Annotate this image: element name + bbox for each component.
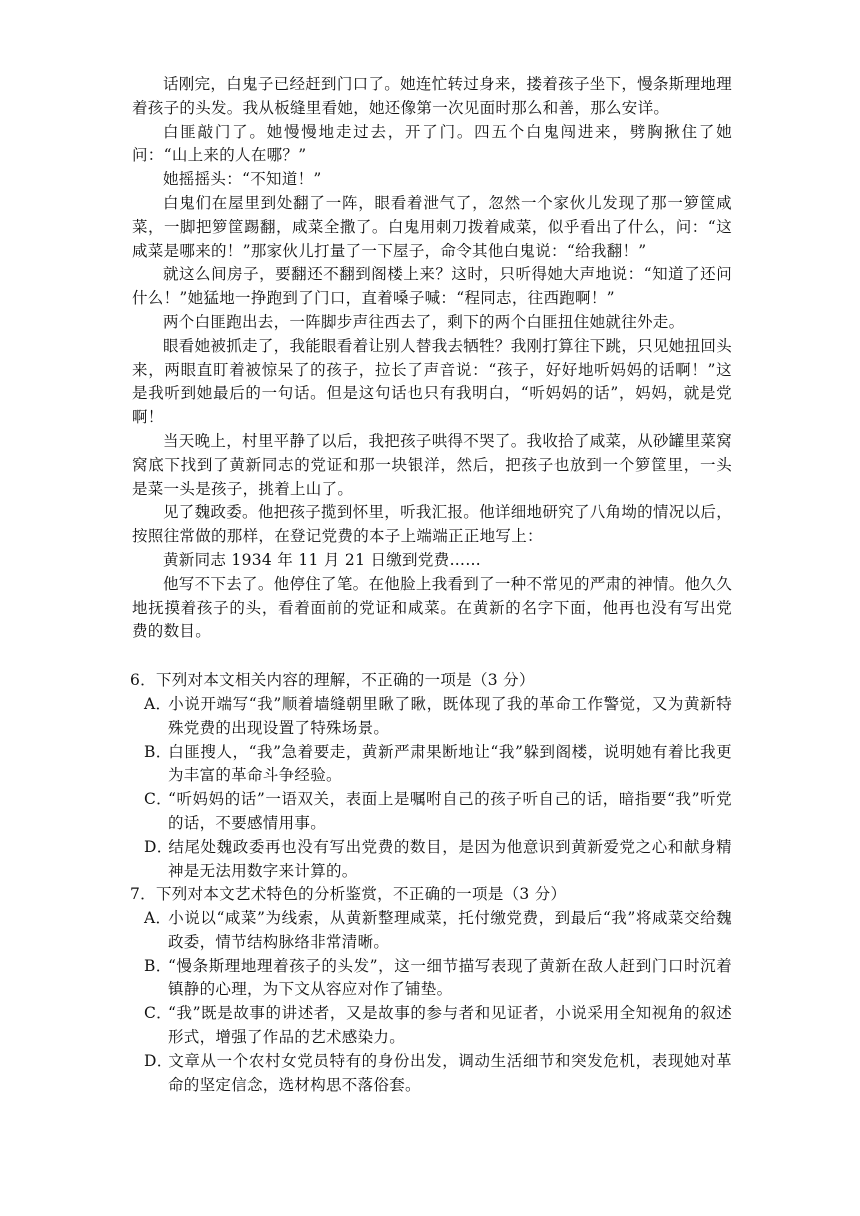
- option-text: 小说开端写“我”顺着墙缝朝里瞅了瞅，既体现了我的革命工作警觉，又为黄新特殊党费的出现设置了特殊场景。: [168, 694, 732, 737]
- answer-option-b: [144, 955, 732, 1003]
- option-key: A．: [144, 694, 172, 713]
- answer-option-c: [144, 1002, 732, 1050]
- answer-option-d: [144, 836, 732, 884]
- option-text: 文章从一个农村女党员特有的身份出发，调动生活细节和突发危机，表现她对革命的坚定信念，选材构思不落俗套。: [168, 1051, 732, 1094]
- passage-paragraph: 当天晚上，村里平静了以后，我把孩子哄得不哭了。我收拾了咸菜，从砂罐里菜窝窝底下找到了黄新同志的党证和那一块银洋，然后，把孩子也放到一个箩筐里，一头是菜一头是孩子，挑着上山了。: [132, 431, 732, 498]
- option-key: B．: [144, 956, 172, 975]
- option-text: 小说以“咸菜”为线索，从黄新整理咸菜，托付缴党费，到最后“我”将咸菜交给魏政委，情节结构脉络非常清晰。: [168, 909, 732, 951]
- answer-option-a: [144, 907, 732, 955]
- option-text: 结尾处魏政委再也没有写出党费的数目，是因为他意识到黄新爱党之心和献身精神是无法用数字来计算的。: [168, 837, 732, 880]
- option-key: C．: [144, 790, 172, 809]
- option-key: C．: [144, 1004, 172, 1023]
- passage-paragraph: 她摇摇头：“不知道！”: [163, 170, 322, 189]
- passage-paragraph: 黄新同志 1934 年 11 月 21 日缴到党费……: [163, 550, 482, 569]
- question-stem: 7．下列对本文艺术特色的分析鉴赏，不正确的一项是（3 分）: [130, 885, 567, 904]
- question-6: [132, 669, 732, 883]
- passage-paragraph: 见了魏政委。他把孩子揽到怀里，听我汇报。他详细地研究了八角坳的情况以后，按照往常做的那样，在登记党费的本子上端端正正地写上：: [132, 503, 732, 546]
- answer-option-c: [144, 788, 732, 836]
- option-key: A．: [144, 909, 172, 928]
- option-text: “慢条斯理地理着孩子的头发”，这一细节描写表现了黄新在敌人赶到门口时沉着镇静的心理，为下文从容应对作了铺垫。: [168, 956, 732, 999]
- passage-paragraph: 两个白匪跑出去，一阵脚步声往西去了，剩下的两个白匪扭住她就往外走。: [163, 312, 685, 331]
- passage-paragraph: 白匪敲门了。她慢慢地走过去，开了门。四五个白鬼闯进来，劈胸揪住了她问：“山上来的人在哪？”: [132, 122, 732, 165]
- passage-paragraph: 就这么间房子，要翻还不翻到阁楼上来？这时，只听得她大声地说：“知道了还问什么！”她猛地一挣跑到了门口，直着嗓子喊：“程同志，往西跑啊！”: [132, 265, 732, 308]
- option-text: “我”既是故事的讲述者，又是故事的参与者和见证者，小说采用全知视角的叙述形式，增强了作品的艺术感染力。: [168, 1004, 732, 1047]
- question-list: [132, 669, 732, 1097]
- option-text: 白匪搜人，“我”急着要走，黄新严肃果断地让“我”躲到阁楼，说明她有着比我更为丰富的革命斗争经验。: [168, 742, 732, 785]
- question-stem: 6．下列对本文相关内容的理解，不正确的一项是（3 分）: [130, 671, 535, 690]
- option-key: D．: [144, 837, 173, 856]
- passage-paragraph: 他写不下去了。他停住了笔。在他脸上我看到了一种不常见的严肃的神情。他久久地抚摸着孩子的头，看着面前的党证和咸菜。在黄新的名字下面，他再也没有写出党费的数目。: [132, 574, 732, 641]
- passage-paragraph: 眼看她被抓走了，我能眼看着让别人替我去牺牲？我刚打算往下跳，只见她扭回头来，两眼直盯着被惊呆了的孩子，拉长了声音说：“孩子，好好地听妈妈的话啊！”这是我听到她最后的一句话。但是这句话也只有我明白，“听妈妈的话”，妈妈，就是党啊！: [132, 336, 732, 427]
- passage-paragraph: 话刚完，白鬼子已经赶到门口了。她连忙转过身来，搂着孩子坐下，慢条斯理地理着孩子的头发。我从板缝里看她，她还像第一次见面时那么和善，那么安详。: [132, 75, 732, 117]
- passage-paragraph: 白鬼们在屋里到处翻了一阵，眼看着泄气了，忽然一个家伙儿发现了那一箩筐咸菜，一脚把箩筐踢翻，咸菜全撒了。白鬼用刺刀拨着咸菜，似乎看出了什么，问：“这咸菜是哪来的！”那家伙儿打量了一下屋子，命令其他白鬼说：“给我翻！”: [132, 193, 732, 260]
- option-text: “听妈妈的话”一语双关，表面上是嘱咐自己的孩子听自己的话，暗指要“我”听党的话，不要感情用事。: [168, 790, 732, 832]
- option-key: B．: [144, 742, 172, 761]
- answer-option-a: [144, 693, 732, 741]
- option-key: D．: [144, 1051, 173, 1070]
- answer-option-d: [144, 1050, 732, 1098]
- answer-option-b: [144, 741, 732, 789]
- story-passage: [132, 73, 732, 644]
- question-7: [132, 883, 732, 1097]
